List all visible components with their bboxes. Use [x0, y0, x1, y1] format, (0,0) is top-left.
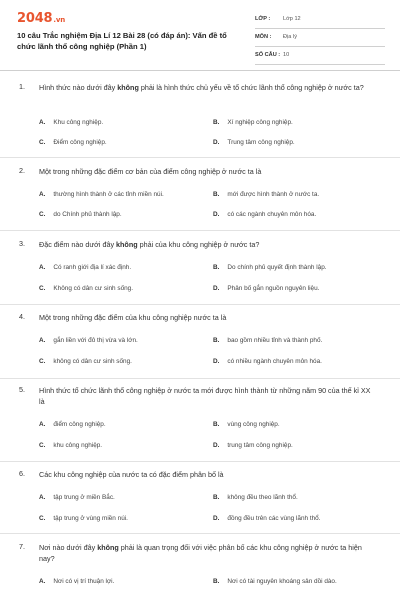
meta-row-subject [255, 32, 385, 47]
question-number: 4. [19, 312, 25, 321]
meta-row-class [255, 14, 385, 29]
question-text: Hình thức nào dưới đây không phải là hình thức chủ yếu về tổ chức lãnh thổ công nghiệp ở nước ta? [39, 83, 364, 92]
question-text: Đặc điểm nào dưới đây không phải của khu công nghiệp ở nước ta? [39, 240, 260, 249]
question-text: Nơi nào dưới đây không phải là quan trọng đối với việc phân bố các khu công nghiệp ở nước ta hiện nay? [39, 543, 362, 563]
option-b[interactable]: B. Nơi có tài nguyên khoáng sản dồi dào. [213, 578, 337, 585]
question-text: Một trong những đặc điểm cơ bản của điểm công nghiệp ở nước ta là [39, 167, 262, 176]
option-a[interactable]: A. Nơi có vị trí thuận lợi. [39, 578, 115, 585]
question-number: 5. [19, 385, 25, 394]
option-c[interactable]: C. Không có dân cư sinh sống. [39, 285, 134, 292]
option-a[interactable]: A. điểm công nghiệp. [39, 421, 106, 428]
option-b[interactable]: B. bao gồm nhiều tỉnh và thành phố. [213, 337, 323, 344]
option-d[interactable]: D. đồng đều trên các vùng lãnh thổ. [213, 515, 321, 522]
option-d[interactable]: D. Trung tâm công nghiệp. [213, 139, 295, 146]
question-number: 1. [19, 82, 25, 91]
option-a[interactable]: A. Có ranh giới địa lí xác định. [39, 264, 132, 271]
logo-text: 2048 [17, 11, 53, 26]
option-b[interactable]: B. Xí nghiệp công nghiệp. [213, 119, 293, 126]
question-text: Một trong những đặc điểm của khu công nghiệp nước ta là [39, 313, 227, 322]
meta-value: Lớp 12 [283, 16, 301, 22]
option-d[interactable]: D. có các ngành chuyên môn hóa. [213, 211, 317, 218]
option-a[interactable]: A. Khu công nghiệp. [39, 119, 104, 126]
option-c[interactable]: C. không có dân cư sinh sống. [39, 358, 132, 365]
question-divider [0, 157, 400, 158]
option-d[interactable]: D. trung tâm công nghiệp. [213, 442, 293, 449]
option-d[interactable]: D. có nhiều ngành chuyên môn hóa. [213, 358, 322, 365]
option-c[interactable]: C. khu công nghiệp. [39, 442, 103, 449]
meta-label: LỚP : [255, 16, 271, 22]
header-divider [0, 70, 400, 71]
option-b[interactable]: B. Do chính phủ quyết định thành lập. [213, 264, 327, 271]
option-c[interactable]: C. do Chính phủ thành lập. [39, 211, 122, 218]
document-meta [255, 14, 385, 68]
question-text: Các khu công nghiệp của nước ta có đặc điểm phân bố là [39, 470, 224, 479]
question-divider [0, 304, 400, 305]
option-a[interactable]: A. tập trung ở miền Bắc. [39, 494, 115, 501]
meta-label: SỐ CÂU : [255, 52, 281, 58]
option-b[interactable]: B. mới được hình thành ở nước ta. [213, 191, 320, 198]
question-divider [0, 461, 400, 462]
option-a[interactable]: A. thường hình thành ở các tỉnh miền núi. [39, 191, 164, 198]
question-number: 3. [19, 239, 25, 248]
question-number: 2. [19, 166, 25, 175]
question-number: 7. [19, 542, 25, 551]
question-text: Hình thức tổ chức lãnh thổ công nghiệp ở nước ta mới được hình thành từ những năm 90 của thế kỉ XX là [39, 386, 371, 406]
question-divider [0, 230, 400, 231]
logo-suffix: .vn [53, 16, 65, 24]
site-logo[interactable] [17, 11, 65, 26]
meta-value: 10 [283, 52, 290, 58]
option-a[interactable]: A. gắn liền với đô thị vừa và lớn. [39, 337, 138, 344]
document-header [0, 0, 400, 66]
meta-row-count [255, 50, 385, 65]
option-c[interactable]: C. Điểm công nghiệp. [39, 139, 107, 146]
meta-label: MÔN : [255, 34, 272, 40]
option-b[interactable]: B. vùng công nghiệp. [213, 421, 280, 428]
question-divider [0, 378, 400, 379]
option-c[interactable]: C. tập trung ở vùng miền núi. [39, 515, 128, 522]
document-title: 10 câu Trắc nghiệm Địa Lí 12 Bài 28 (có đáp án): Vấn đề tổ chức lãnh thổ công nghiệp (Phần 1) [17, 31, 227, 51]
meta-value: Địa lý [283, 34, 297, 40]
option-b[interactable]: B. không đều theo lãnh thổ. [213, 494, 298, 501]
option-d[interactable]: D. Phân bố gắn nguồn nguyên liệu. [213, 285, 320, 292]
question-divider [0, 533, 400, 534]
question-number: 6. [19, 469, 25, 478]
